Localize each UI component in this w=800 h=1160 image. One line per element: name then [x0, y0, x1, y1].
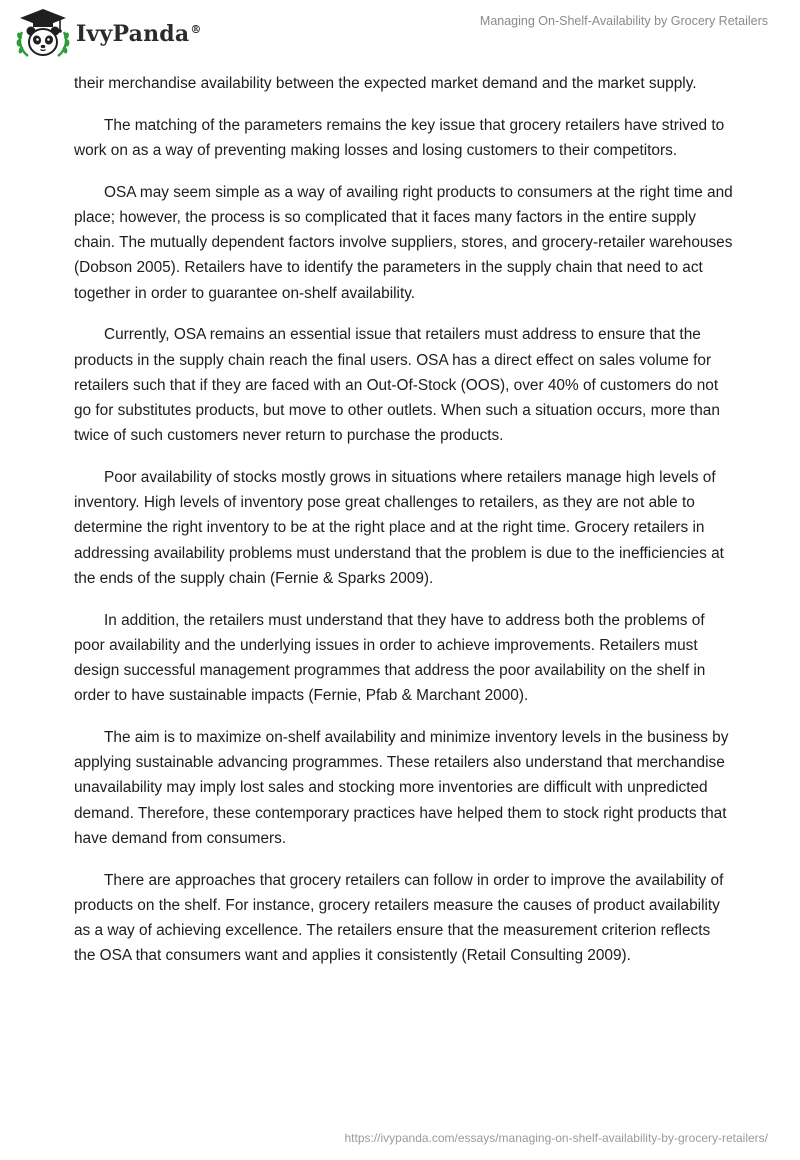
- essay-body: [74, 71, 734, 985]
- paragraph: In addition, the retailers must understand that they have to address both the problems of poor availability and the underlying issues in order to achieve improvements. Retailers must design successful management programmes that address the poor availability on the shelf in order to have sustainable impacts (Fernie, Pfab & Marchant 2000).: [74, 611, 706, 705]
- paragraph: The matching of the parameters remains the key issue that grocery retailers have strived to work on as a way of preventing making losses and losing customers to their competitors.: [74, 116, 725, 159]
- panda-graduate-icon: [14, 6, 72, 62]
- paragraph: Currently, OSA remains an essential issue that retailers must address to ensure that the products in the supply chain reach the final users. OSA has a direct effect on sales volume for retailers such that if they are faced with an Out-Of-Stock (OOS), over 40% of customers do not go for substitutes products, but move to other outlets. When such a situation occurs, more than twice of such customers never return to purchase the products.: [74, 326, 720, 445]
- paragraph: OSA may seem simple as a way of availing right products to consumers at the right time and place; however, the process is so complicated that it faces many factors in the entire supply chain. The mutually dependent factors involve suppliers, stores, and grocery-retailer warehouses (Dobson 2005). Retailers have to identify the parameters in the supply chain that need to act together in order to guarantee on-shelf availability.: [74, 183, 733, 302]
- brand-name: IvyPanda®: [76, 21, 202, 47]
- page-header: [0, 0, 800, 70]
- document-title: Managing On-Shelf-Availability by Grocery Retailers: [479, 14, 768, 28]
- registered-mark: ®: [190, 22, 202, 36]
- paragraph: The aim is to maximize on-shelf availability and minimize inventory levels in the business by applying sustainable advancing programmes. These retailers also understand that merchandise unavailability may imply lost sales and stocking more inventories are difficult with unpredicted demand. Therefore, these contemporary practices have helped them to stock right products that have demand from consumers.: [74, 729, 729, 847]
- paragraph: There are approaches that grocery retailers can follow in order to improve the availability of products on the shelf. For instance, grocery retailers measure the causes of product availability as a way of achieving excellence. The retailers ensure that the measurement criterion reflects the OSA that consumers want and applies it consistently (Retail Consulting 2009).: [74, 871, 724, 965]
- paragraph: Poor availability of stocks mostly grows in situations where retailers manage high levels of inventory. High levels of inventory pose great challenges to retailers, as they are not able to determine the right inventory to be at the right place and at the right time. Grocery retailers in addressing availability problems must understand that the problem is due to the inefficiencies at the ends of the supply chain (Fernie & Sparks 2009).: [74, 469, 724, 587]
- paragraph-continuation: their merchandise availability between the expected market demand and the market supply.: [74, 75, 697, 92]
- source-url-link[interactable]: https://ivypanda.com/essays/managing-on-shelf-availability-by-grocery-retailers/: [344, 1131, 768, 1145]
- brand-logo[interactable]: [14, 6, 202, 62]
